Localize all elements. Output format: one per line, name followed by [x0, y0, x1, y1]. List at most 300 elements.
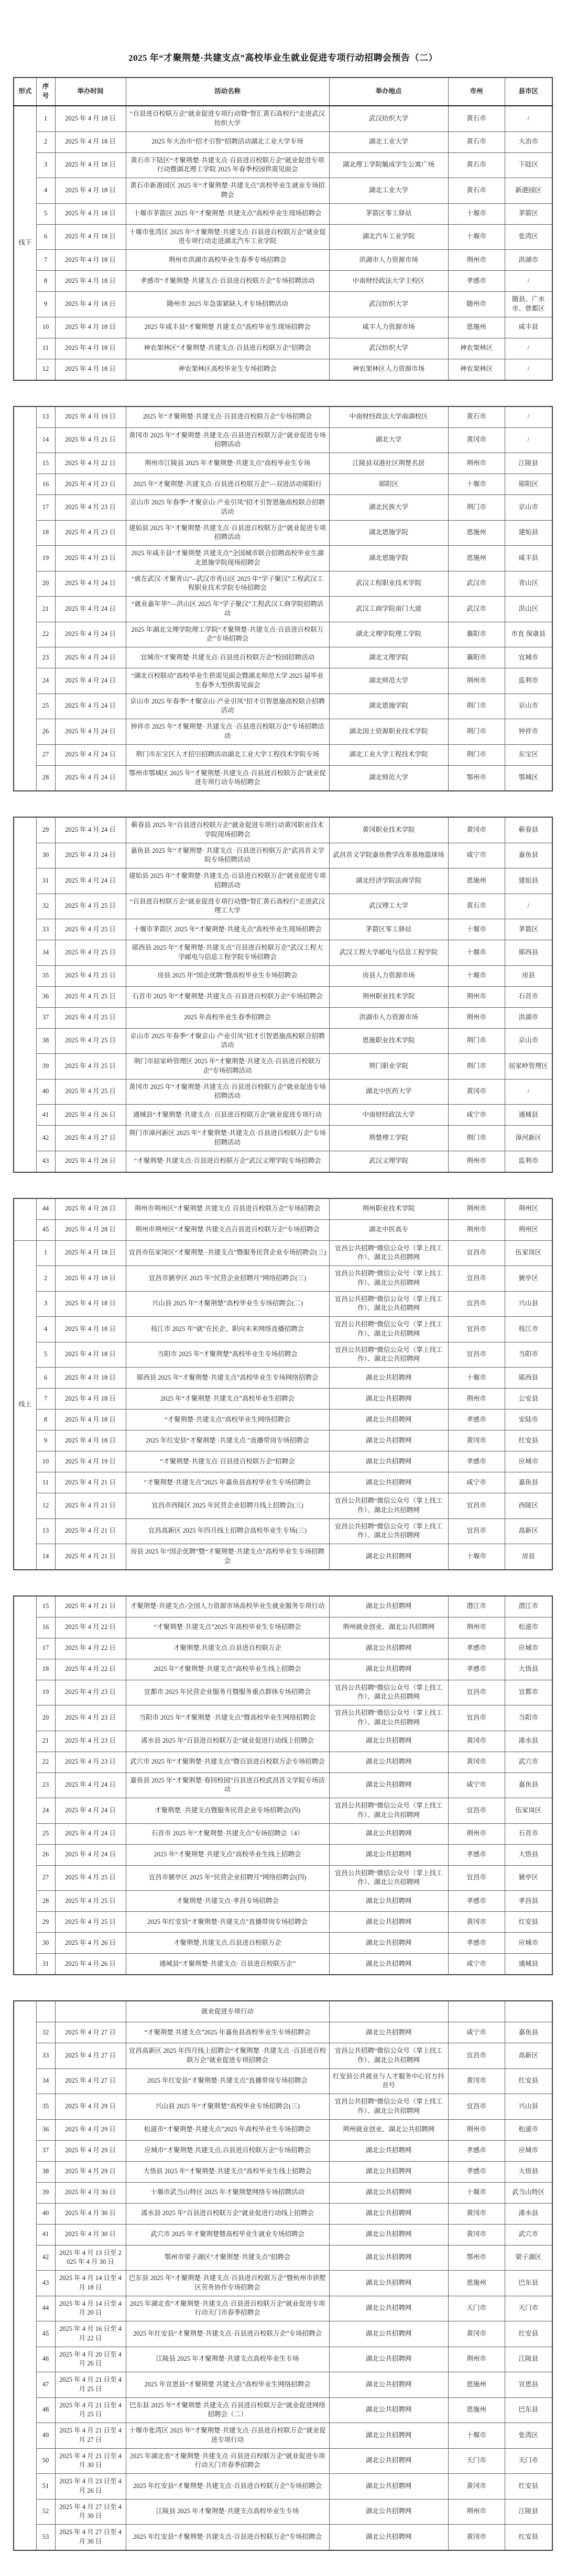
table-row — [14, 1430, 552, 1451]
cell-city: 十堰市 — [448, 224, 505, 250]
cell-county: 随县、广水市、曾都区 — [505, 292, 552, 317]
cell-date: 2025 年 4 月 22 日 — [55, 453, 126, 474]
cell-city: 恩施州 — [448, 2397, 505, 2423]
cell-index: 15 — [36, 1596, 55, 1617]
cell-index: 53 — [36, 2525, 55, 2550]
schedule-table-segment — [13, 77, 553, 381]
cell-city: 黄石市 — [448, 152, 505, 178]
table-row — [14, 2499, 552, 2525]
cell-venue: 荆州职业技术学院 — [329, 986, 448, 1007]
cell-venue: 湖北公共招聘网 — [329, 1659, 448, 1680]
cell-index: 15 — [36, 453, 55, 474]
cell-county: 天门市 — [505, 2448, 552, 2474]
schedule-table-segment — [13, 406, 553, 792]
table-row — [14, 965, 552, 986]
cell-date: 2025 年 4 月 24 日 — [55, 1773, 126, 1798]
cell-activity-name: 2025 年“才聚荆楚·共建支点”高校毕业生线上招聘会 — [126, 1659, 329, 1680]
cell-county: 安陆市 — [505, 1410, 552, 1430]
column-header: 活动名称 — [126, 78, 329, 106]
table-row — [14, 719, 552, 745]
cell-activity-name: 2025 年湖北省“才聚荆楚·共建支点·百县进百校联万企”就业促进专项行动天门市春季招聘会 — [126, 2296, 329, 2321]
cell-index: 14 — [36, 427, 55, 453]
cell-city: 黄冈市 — [448, 2474, 505, 2500]
cell-venue: 武汉纺织大学 — [329, 292, 448, 317]
cell-activity-name: 才聚荆楚.共建支点.百县进百校联万企 — [126, 1933, 329, 1954]
cell-date: 2025 年 4 月 22 日 — [55, 1617, 126, 1638]
schedule-table-segment — [13, 1198, 553, 1570]
cell-activity-name: 通城县“才聚荆楚·共建支点· 百县进百校联万企” — [126, 1954, 329, 1975]
cell-index: 41 — [36, 2224, 55, 2245]
table-row — [14, 2203, 552, 2224]
cell-activity-name: 建始县 2025 年“才聚荆楚·共建支点·百县进百校联万企”就业促进专项招聘活动 — [126, 868, 329, 894]
cell-venue: 湖北公共招聘网 — [329, 1912, 448, 1933]
cell-venue: 湖北公共招聘网 — [329, 1410, 448, 1430]
table-row — [14, 2094, 552, 2120]
cell-activity-name: “百县进百校联万企”就业促进专项行动暨“智汇黄石高校行”走进武汉理工大学 — [126, 894, 329, 919]
cell-venue: 湖北公共招聘网 — [329, 2347, 448, 2372]
cell-date: 2025 年 4 月 21 日 — [55, 1472, 126, 1493]
table-row — [14, 1798, 552, 1824]
cell-index: 29 — [36, 1912, 55, 1933]
cell-venue: 宜昌公共招聘“微信公众号（掌上找工作）、湖北公共招聘网 — [329, 1291, 448, 1317]
cell-date: 2025 年 4 月 25 日 — [55, 919, 126, 940]
cell-index: 14 — [36, 1544, 55, 1570]
cell-index: 33 — [36, 2043, 55, 2069]
cell-index: 38 — [36, 2161, 55, 2182]
table-row — [14, 2321, 552, 2347]
table-row — [14, 2347, 552, 2372]
cell-city: 黄冈市 — [448, 2525, 505, 2550]
table-row — [14, 152, 552, 178]
table-row — [14, 1079, 552, 1105]
cell-venue: 湖北公共招聘网 — [329, 1844, 448, 1865]
column-header: 县市区 — [505, 78, 552, 106]
table-row — [14, 693, 552, 719]
cell-date: 2025 年 4 月 21 日 — [55, 427, 126, 453]
cell-city: 孝感市 — [448, 1638, 505, 1659]
cell-city: 随州市 — [448, 292, 505, 317]
table-row — [14, 1844, 552, 1865]
cell-venue: 宜昌公共招聘“微信公众号（掌上找工作）、湖北公共招聘网 — [329, 2043, 448, 2069]
table-row — [14, 1731, 552, 1752]
cell-venue: 中南财经政法大学南湖校区 — [329, 406, 448, 428]
continuation-row — [14, 2001, 552, 2022]
cell-county: 伍家岗区 — [505, 1798, 552, 1824]
cell-city: 荆州市 — [448, 668, 505, 694]
cell-city: 宜昌市 — [448, 2043, 505, 2069]
cell-index: 36 — [36, 986, 55, 1007]
table-row — [14, 1410, 552, 1430]
cell-activity-name: 十堰市张湾区 2025 年“才聚荆楚·共建支点·百县进百校联万企”就业促进专项行动 — [126, 2423, 329, 2449]
cell-index: 40 — [36, 2203, 55, 2224]
cell-activity-name: 2025 年“才聚荆楚·共建支点·百县进百校联万企”—双进活动郧阳行 — [126, 474, 329, 495]
cell-city: 荆州市 — [448, 1151, 505, 1172]
cell-venue: 宜昌公共招聘“微信公众号（掌上找工作）、湖北公共招聘网 — [329, 1240, 448, 1266]
cell-date — [55, 2001, 126, 2022]
cell-activity-name: 当阳市 2025 年“才聚荆楚 ·共建支点”暨高校毕业生网络招聘会 — [126, 1705, 329, 1731]
cell-venue: 宜昌公共招聘“微信公众号（掌上找工作）、湖北公共招聘网 — [329, 1680, 448, 1705]
cell-city: 十堰市 — [448, 940, 505, 966]
table-row — [14, 203, 552, 224]
cell-venue: 武昌首义学院嘉鱼教学改革基地篮球场 — [329, 843, 448, 868]
cell-date: 2025 年 4 月 29 日 — [55, 2161, 126, 2182]
cell-activity-name: 神农架林区“才聚荆楚·共建支点·百县进百校联万企”招聘会 — [126, 338, 329, 359]
table-row — [14, 1680, 552, 1705]
table-row — [14, 2448, 552, 2474]
cell-index: 8 — [36, 271, 55, 292]
table-row — [14, 224, 552, 250]
cell-date: 2025 年 4 月 25 日 — [55, 940, 126, 966]
cell-date: 2025 年 4 月 18 日 — [55, 317, 126, 338]
cell-index: 18 — [36, 520, 55, 546]
cell-date: 2025 年 4 月 25 日 — [55, 1028, 126, 1054]
cell-format-label — [14, 1596, 36, 1975]
cell-venue: 湖北恩施学院 — [329, 546, 448, 571]
cell-county: 宣恩县 — [505, 2372, 552, 2398]
cell-county: 石首市 — [505, 1823, 552, 1844]
cell-city: 天门市 — [448, 2296, 505, 2321]
cell-date: 2025 年 4 月 21 日至 4 月 25 日 — [55, 2397, 126, 2423]
table-row — [14, 2068, 552, 2094]
cell-county: 京山市 — [505, 495, 552, 521]
cell-venue: 湖北公共招聘网 — [329, 1891, 448, 1912]
table-row — [14, 597, 552, 622]
cell-city: 荆门市 — [448, 1028, 505, 1054]
cell-activity-name: 通城县“才聚荆楚·共建支点· 百县进百校联万企”就业促进专项行动 — [126, 1105, 329, 1126]
cell-county: / — [505, 427, 552, 453]
table-row — [14, 1933, 552, 1954]
cell-city: 宜昌市 — [448, 1798, 505, 1824]
cell-date: 2025 年 4 月 23 日至 4 月 26 日 — [55, 2474, 126, 2500]
cell-venue: 湖北公共招聘网 — [329, 2448, 448, 2474]
cell-activity-name: “就在武汉·才聚青山”--武汉市青山区 2025 年“学子聚汉”工程武汉工程职业技术学院专场招聘会 — [126, 571, 329, 597]
cell-activity-name: 嘉鱼县 2025 年“才聚荆楚·春回校园”百县进百校武昌首义学院专场活动 — [126, 1773, 329, 1798]
cell-index: 31 — [36, 868, 55, 894]
cell-index: 17 — [36, 495, 55, 521]
cell-date: 2025 年 4 月 19 日 — [55, 406, 126, 428]
cell-county: 建始县 — [505, 520, 552, 546]
cell-date: 2025 年 4 月 18 日 — [55, 1266, 126, 1292]
cell-index: 6 — [36, 224, 55, 250]
cell-date: 2025 年 4 月 29 日 — [55, 2094, 126, 2120]
cell-city: 襄阳市 — [448, 622, 505, 647]
cell-city: 恩施州 — [448, 546, 505, 571]
cell-index: 45 — [36, 1219, 55, 1240]
cell-city: 荆州市 — [448, 1389, 505, 1410]
cell-activity-name: 就业促进专项行动 — [126, 2001, 329, 2022]
cell-date: 2025 年 4 月 23 日 — [55, 474, 126, 495]
cell-index: 49 — [36, 2423, 55, 2449]
table-row — [14, 317, 552, 338]
cell-county: 郧西县 — [505, 940, 552, 966]
cell-city: 荆州市 — [448, 1198, 505, 1220]
table-row — [14, 271, 552, 292]
cell-venue: 宜昌公共招聘“微信公众号（掌上找工作）、湖北公共招聘网 — [329, 1798, 448, 1824]
cell-city: 荆门市 — [448, 495, 505, 521]
cell-index: 30 — [36, 1933, 55, 1954]
table-row — [14, 2119, 552, 2140]
cell-venue: 中南财经政法大学 — [329, 1105, 448, 1126]
cell-activity-name: 石首市 2025 年“才聚荆楚·共建支点”专场招聘会（4） — [126, 1823, 329, 1844]
cell-index: 19 — [36, 1680, 55, 1705]
table-row — [14, 919, 552, 940]
table-row — [14, 1451, 552, 1472]
cell-county: / — [505, 406, 552, 428]
cell-city: 恩施州 — [448, 2372, 505, 2398]
cell-activity-name: 宜昌高新区 2025 年四月线上招聘会高校毕业生专场(三) — [126, 1518, 329, 1544]
cell-city: 宜昌市 — [448, 1317, 505, 1342]
cell-county: 嘉鱼县 — [505, 843, 552, 868]
cell-activity-name: 京山市 2025 年春季“才聚京山·产业引凤”招才引智恩施高校联合招聘活动 — [126, 495, 329, 521]
cell-activity-name: 荆州市洪湖市高校毕业生春季专场招聘会 — [126, 250, 329, 271]
table-row — [14, 940, 552, 966]
cell-date: 2025 年 4 月 22 日 — [55, 1659, 126, 1680]
table-row — [14, 571, 552, 597]
cell-index: 23 — [36, 647, 55, 668]
cell-index: 48 — [36, 2397, 55, 2423]
cell-index: 35 — [36, 2094, 55, 2120]
cell-activity-name: 房县 2025 年“国企优聘”暨“才聚荆楚·共建支点”高校毕业生专场招聘会 — [126, 1544, 329, 1570]
cell-county: 高新区 — [505, 1518, 552, 1544]
cell-city: 荆州市 — [448, 1617, 505, 1638]
cell-index: 4 — [36, 1317, 55, 1342]
cell-city: 黄冈市 — [448, 427, 505, 453]
cell-county: 应城市 — [505, 1451, 552, 1472]
cell-activity-name: 巴东县 2025 年“才聚荆楚 共建支点 百县进百校联万企”就业促进网络招聘会（二） — [126, 2397, 329, 2423]
cell-county: 茅箭区 — [505, 203, 552, 224]
cell-index: 27 — [36, 1865, 55, 1891]
table-row — [14, 2161, 552, 2182]
cell-city: 宜昌市 — [448, 2094, 505, 2120]
cell-date: 2025 年 4 月 25 日 — [55, 965, 126, 986]
cell-date: 2025 年 4 月 18 日 — [55, 359, 126, 380]
cell-venue: 武汉工程职业技术学院 — [329, 571, 448, 597]
cell-venue: 湖北中医高专 — [329, 1219, 448, 1240]
cell-index: 5 — [36, 1342, 55, 1368]
cell-county: 松滋市 — [505, 1617, 552, 1638]
cell-venue: 湖北中医药大学 — [329, 1079, 448, 1105]
cell-activity-name: 2025 年“才聚荆楚·共建支点”高校毕业生线上招聘会 — [126, 1844, 329, 1865]
cell-activity-name: 宜昌市伍家岗区“才聚荆楚 ·共建支点”暨服务民营企业专场招聘会(三) — [126, 1240, 329, 1266]
table-row — [14, 1891, 552, 1912]
cell-city: 荆州市 — [448, 250, 505, 271]
cell-index: 13 — [36, 406, 55, 428]
cell-city: 荆门市 — [448, 693, 505, 719]
cell-county: 巴东县 — [505, 2397, 552, 2423]
cell-index: 30 — [36, 843, 55, 868]
cell-venue: 湖北公共招聘网 — [329, 1368, 448, 1389]
cell-date: 2025 年 4 月 25 日 — [55, 1079, 126, 1105]
cell-county: / — [505, 359, 552, 380]
cell-city: 黄冈市 — [448, 2224, 505, 2245]
cell-county: 红安县 — [505, 2321, 552, 2347]
cell-index: 3 — [36, 152, 55, 178]
cell-county: 江陵县 — [505, 2347, 552, 2372]
table-row — [14, 106, 552, 131]
cell-date: 2025 年 4 月 22 日 — [55, 1638, 126, 1659]
cell-index: 6 — [36, 1368, 55, 1389]
cell-activity-name: 石首市 2025 年“才聚荆楚·共建支点·百县进百校联万企”专场招聘会 — [126, 986, 329, 1007]
cell-venue: 湖北公共招聘网 — [329, 2321, 448, 2347]
page-title: 2025 年“才聚荆楚·共建支点”高校毕业生就业促进专项行动招聘会预告（二） — [128, 53, 438, 63]
table-row — [14, 131, 552, 152]
cell-venue: 荆州就业创业、湖北公共招聘网 — [329, 2119, 448, 2140]
cell-venue: 宜昌公共招聘“微信公众号（掌上找工作）、湖北公共招聘网 — [329, 1705, 448, 1731]
cell-index: 11 — [36, 338, 55, 359]
cell-index: 34 — [36, 2068, 55, 2094]
cell-city: 孝感市 — [448, 1659, 505, 1680]
cell-date: 2025 年 4 月 27 日至 4 月 30 日 — [55, 2525, 126, 2550]
cell-venue: 湖北公共招聘网 — [329, 2423, 448, 2449]
cell-venue: 湖北公共招聘网 — [329, 2203, 448, 2224]
cell-activity-name: “才聚荆楚·共建支点”高校毕业生网络招聘会 — [126, 1410, 329, 1430]
cell-county: 江陵县 — [505, 453, 552, 474]
cell-venue: 洪湖市人力资源市场 — [329, 1007, 448, 1028]
cell-city: 十堰市 — [448, 2182, 505, 2203]
table-row — [14, 2525, 552, 2550]
cell-county: 武穴市 — [505, 1752, 552, 1773]
table-row — [14, 1773, 552, 1798]
table-row — [14, 1954, 552, 1975]
cell-index: 7 — [36, 1389, 55, 1410]
cell-city: 襄阳市 — [448, 647, 505, 668]
cell-venue: 湖北公共招聘网 — [329, 1954, 448, 1975]
cell-date: 2025 年 4 月 18 日 — [55, 1368, 126, 1389]
table-row — [14, 1659, 552, 1680]
table-row — [14, 1638, 552, 1659]
cell-county: / — [505, 338, 552, 359]
cell-activity-name: 荆州市江陵县 2025 年才聚荆楚·共建支点”高校毕业生专场 — [126, 453, 329, 474]
cell-format-label: 线下 — [14, 106, 36, 380]
table-row — [14, 1007, 552, 1028]
cell-format-label — [14, 406, 36, 791]
cell-activity-name: “湖北百校联动”高校毕业生供需见面会暨湖北师范大学 2025 届毕业生春季大型供需见面会 — [126, 668, 329, 694]
cell-city: 孝感市 — [448, 1451, 505, 1472]
cell-index: 16 — [36, 474, 55, 495]
cell-city: 武汉市 — [448, 597, 505, 622]
cell-county: 大悟县 — [505, 2161, 552, 2182]
cell-city: 十堰市 — [448, 2423, 505, 2449]
cell-date: 2025 年 4 月 18 日 — [55, 131, 126, 152]
cell-index: 39 — [36, 2182, 55, 2203]
cell-county: 茅箭区 — [505, 919, 552, 940]
cell-format-label — [14, 2001, 36, 2550]
cell-index: 5 — [36, 203, 55, 224]
cell-venue: 湖北公共招聘网 — [329, 1933, 448, 1954]
cell-activity-name: 十堰市茅箭区 2025 年“才聚荆楚·共建支点”高校毕业生现场招聘会 — [126, 203, 329, 224]
cell-activity-name: 黄冈市 2025 年“才聚荆楚·共建支点·百县进百校联万企”就业促进专场招聘活动 — [126, 1079, 329, 1105]
cell-county: 嘉鱼县 — [505, 2022, 552, 2043]
cell-county: 红安县 — [505, 1912, 552, 1933]
cell-county: 监利市 — [505, 668, 552, 694]
cell-activity-name: 京山市 2025 年春季“才聚京山·产业引凤”招才引智恩施高校联合招聘活动 — [126, 1028, 329, 1054]
table-row — [14, 406, 552, 428]
cell-venue: 湖北恩施学院 — [329, 693, 448, 719]
cell-county: 红安县 — [505, 2474, 552, 2500]
cell-venue: 中南财经政法大学主校区 — [329, 271, 448, 292]
cell-index: 12 — [36, 1493, 55, 1519]
cell-venue: 武汉理工大学 — [329, 894, 448, 919]
cell-date: 2025 年 4 月 18 日 — [55, 1430, 126, 1451]
cell-index: 4 — [36, 178, 55, 204]
cell-index: 21 — [36, 1731, 55, 1752]
cell-venue: 湖北公共招聘网 — [329, 2224, 448, 2245]
cell-index: 20 — [36, 571, 55, 597]
cell-activity-name: 巴东县 2025 年“才聚荆楚·共建支点·百县进百校联万企”暨杭州市拱墅区劳务协作专场招聘会 — [126, 2271, 329, 2296]
cell-county: 洪湖市 — [505, 250, 552, 271]
cell-city: 孝感市 — [448, 1891, 505, 1912]
column-header: 举办时间 — [55, 78, 126, 106]
table-row — [14, 2423, 552, 2449]
schedule-tables-container — [0, 77, 566, 2551]
cell-city: 咸宁市 — [448, 1773, 505, 1798]
cell-index: 33 — [36, 919, 55, 940]
cell-activity-name: 才聚荆楚·共建支点·孝昌专场招聘会 — [126, 1891, 329, 1912]
cell-activity-name: 江陵县 2025 年才聚荆楚·共建支点高校毕业生专场 — [126, 2347, 329, 2372]
cell-activity-name: 郧西县 2025 年“才聚荆楚·共建支点”百县进百校联万企”武汉工程大学邮电与信息工程学院专场招聘会 — [126, 940, 329, 966]
cell-activity-name: “才聚荆楚 共建支点”2025 年嘉鱼县高校毕业生专场招聘会 — [126, 2022, 329, 2043]
cell-index: 12 — [36, 359, 55, 380]
cell-date: 2025 年 4 月 14 日至 4 月 18 日 — [55, 2271, 126, 2296]
cell-city: 潜江市 — [448, 1596, 505, 1617]
cell-county: 嘉鱼县 — [505, 1773, 552, 1798]
cell-activity-name: 2025 年“才聚荆楚·共建支点”高校毕业生招聘会 — [126, 1389, 329, 1410]
cell-index: 46 — [36, 2347, 55, 2372]
cell-date: 2025 年 4 月 25 日 — [55, 986, 126, 1007]
cell-venue: 湖北公共招聘网 — [329, 2140, 448, 2161]
cell-venue: 湖北民族大学 — [329, 495, 448, 521]
cell-venue: 荆州职业技术学院 — [329, 1198, 448, 1220]
cell-county: 猇亭区 — [505, 1266, 552, 1292]
cell-city: 宜昌市 — [448, 1865, 505, 1891]
cell-county: 红安县 — [505, 1430, 552, 1451]
cell-activity-name: 2025 年咸丰县“才聚荆楚 共建支点”全国城市联合招聘高校毕业生湖北恩施学院现场招聘会 — [126, 546, 329, 571]
table-row — [14, 1028, 552, 1054]
cell-venue: 湖北公共招聘网 — [329, 2372, 448, 2398]
cell-activity-name: 2025 年红安县“才聚荆楚·共建支点·百县进百校联万企”专场招聘会 — [126, 2525, 329, 2550]
cell-activity-name: “就业嘉年华”—洪山区 2025 年“学子聚汉”工程武汉工商学院招聘活动 — [126, 597, 329, 622]
cell-activity-name: 荆州市荆州区“才聚荆楚 共建支点百县进百校联万企”专场招聘会 — [126, 1219, 329, 1240]
cell-city: 黄冈市 — [448, 1731, 505, 1752]
cell-date: 2025 年 4 月 24 日 — [55, 597, 126, 622]
cell-activity-name: “才聚荆楚·共建支点·百县进百校联万企”武汉文理学院专场招聘会 — [126, 1151, 329, 1172]
cell-date: 2025 年 4 月 26 日 — [55, 1933, 126, 1954]
cell-date: 2025 年 4 月 30 日 — [55, 2224, 126, 2245]
cell-city: 宜昌市 — [448, 1342, 505, 1368]
cell-index: 35 — [36, 965, 55, 986]
cell-county: 应城市 — [505, 1638, 552, 1659]
cell-county: / — [505, 271, 552, 292]
cell-city: 宜昌市 — [448, 1705, 505, 1731]
table-row — [14, 1266, 552, 1292]
cell-county: 鄂城区 — [505, 765, 552, 791]
cell-activity-name: 2025 年咸丰县“才聚荆楚 共建支点”高校毕业生现场招聘会 — [126, 317, 329, 338]
cell-date: 2025 年 4 月 23 日 — [55, 546, 126, 571]
cell-city: 十堰市 — [448, 474, 505, 495]
cell-date: 2025 年 4 月 24 日 — [55, 1823, 126, 1844]
cell-activity-name: 2025 年“才聚荆楚·共建支点·百县进百校联万企”专场招聘会 — [126, 406, 329, 428]
cell-county: 通城县 — [505, 1105, 552, 1126]
cell-date: 2025 年 4 月 24 日 — [55, 765, 126, 791]
cell-date: 2025 年 4 月 18 日 — [55, 1389, 126, 1410]
cell-date: 2025 年 4 月 26 日 — [55, 1105, 126, 1126]
cell-index: 44 — [36, 1198, 55, 1220]
cell-index: 25 — [36, 1823, 55, 1844]
table-row — [14, 250, 552, 271]
cell-county: 当阳市 — [505, 1342, 552, 1368]
cell-city: 黄石市 — [448, 178, 505, 204]
cell-index: 32 — [36, 2022, 55, 2043]
